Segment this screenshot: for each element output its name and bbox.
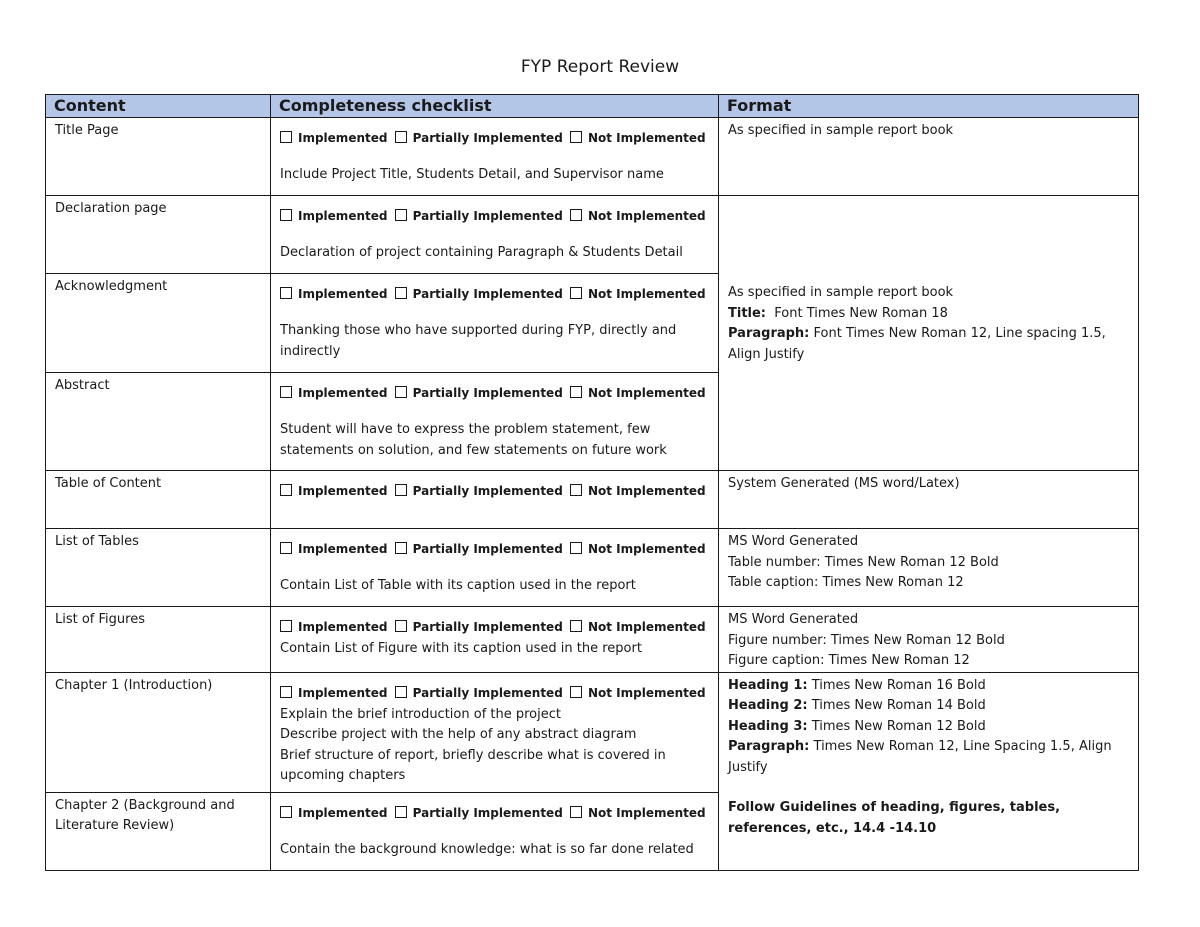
content-cell: Declaration page bbox=[46, 196, 271, 274]
table-row bbox=[46, 471, 1139, 529]
format-guidelines: Follow Guidelines of heading, figures, tables, references, etc., 14.4 -14.10 bbox=[728, 800, 1061, 836]
table-row bbox=[46, 672, 1139, 792]
format-cell bbox=[719, 118, 1139, 196]
status-options bbox=[280, 803, 712, 823]
checklist-cell bbox=[271, 373, 719, 471]
format-label: Paragraph: bbox=[728, 739, 810, 754]
option-label: Not Implemented bbox=[587, 209, 706, 223]
page-title: FYP Report Review bbox=[520, 57, 680, 77]
format-heading1-spec bbox=[728, 676, 1132, 697]
format-text: Table caption: Times New Roman 12 bbox=[728, 575, 964, 590]
checkbox-partial[interactable] bbox=[395, 686, 407, 698]
checkbox-not[interactable] bbox=[570, 806, 582, 818]
checklist-description: Student will have to express the problem statement, few statements on solution, and few statements on future work bbox=[280, 422, 667, 458]
format-cell bbox=[719, 471, 1139, 529]
checklist-cell bbox=[271, 196, 719, 274]
content-cell: List of Figures bbox=[46, 607, 271, 673]
format-label: Heading 1: bbox=[728, 677, 808, 693]
content-cell: Title Page bbox=[46, 118, 271, 196]
option-label: Implemented bbox=[298, 484, 388, 498]
checkbox-implemented[interactable] bbox=[280, 806, 292, 818]
option-label: Partially Implemented bbox=[412, 805, 563, 820]
option-label: Implemented bbox=[298, 131, 388, 145]
option-label: Not Implemented bbox=[587, 484, 706, 498]
option-label: Not Implemented bbox=[587, 620, 706, 634]
option-label: Partially Implemented bbox=[412, 542, 563, 556]
format-label: Heading 2: bbox=[728, 698, 808, 713]
status-options bbox=[280, 683, 712, 703]
status-options bbox=[280, 617, 712, 637]
header-row bbox=[46, 95, 1139, 118]
review-table bbox=[45, 94, 1139, 871]
checklist-description: Thanking those who have supported during FYP, directly and indirectly bbox=[280, 323, 677, 359]
table-row bbox=[46, 607, 1139, 673]
option-label: Implemented bbox=[298, 386, 388, 400]
option-label: Partially Implemented bbox=[412, 685, 563, 700]
option-label: Implemented bbox=[298, 542, 388, 556]
checkbox-not[interactable] bbox=[570, 131, 582, 143]
checkbox-not[interactable] bbox=[570, 686, 582, 698]
format-paragraph-spec bbox=[728, 737, 1132, 778]
format-value: Font Times New Roman 18 bbox=[766, 305, 948, 321]
checkbox-not[interactable] bbox=[570, 542, 582, 554]
option-label: Not Implemented bbox=[587, 131, 706, 145]
format-value: Times New Roman 12, Line Spacing 1.5, Align Justify bbox=[728, 739, 1112, 775]
status-options bbox=[280, 481, 712, 501]
checkbox-not[interactable] bbox=[570, 287, 582, 299]
format-cell bbox=[719, 672, 1139, 870]
checkbox-partial[interactable] bbox=[395, 806, 407, 818]
status-options bbox=[280, 284, 712, 304]
checkbox-partial[interactable] bbox=[395, 386, 407, 398]
format-text: MS Word Generated bbox=[728, 612, 859, 627]
format-value: Times New Roman 14 Bold bbox=[807, 698, 986, 713]
format-cell bbox=[719, 607, 1139, 673]
format-value: Font Times New Roman 12, Line spacing 1.5, Align Justify bbox=[728, 326, 1106, 362]
format-value: Times New Roman 12 Bold bbox=[807, 718, 986, 734]
format-heading3-spec bbox=[728, 717, 1132, 738]
checklist-description: Contain List of Table with its caption used in the report bbox=[280, 578, 636, 593]
status-options bbox=[280, 539, 712, 559]
checklist-description: Contain the background knowledge: what is so far done related bbox=[280, 841, 694, 857]
option-label: Implemented bbox=[298, 685, 388, 700]
option-label: Partially Implemented bbox=[412, 386, 563, 400]
format-text: Figure caption: Times New Roman 12 bbox=[728, 653, 970, 668]
header-checklist: Completeness checklist bbox=[271, 95, 719, 118]
status-options bbox=[280, 128, 712, 148]
checkbox-not[interactable] bbox=[570, 386, 582, 398]
format-cell bbox=[719, 529, 1139, 607]
option-label: Partially Implemented bbox=[412, 287, 563, 301]
format-text: As specified in sample report book bbox=[728, 285, 954, 300]
checklist-description: Brief structure of report, briefly describe what is covered in upcoming chapters bbox=[280, 747, 666, 783]
checkbox-implemented[interactable] bbox=[280, 484, 292, 496]
checklist-cell bbox=[271, 672, 719, 792]
checklist-description: Include Project Title, Students Detail, and Supervisor name bbox=[280, 167, 664, 182]
option-label: Not Implemented bbox=[587, 287, 706, 301]
format-value: Times New Roman 16 Bold bbox=[807, 677, 986, 693]
checkbox-partial[interactable] bbox=[395, 287, 407, 299]
option-label: Not Implemented bbox=[587, 685, 706, 700]
checkbox-partial[interactable] bbox=[395, 131, 407, 143]
checklist-cell bbox=[271, 529, 719, 607]
checkbox-partial[interactable] bbox=[395, 620, 407, 632]
table-row bbox=[46, 118, 1139, 196]
format-text: Table number: Times New Roman 12 Bold bbox=[728, 554, 999, 570]
content-cell: Acknowledgment bbox=[46, 274, 271, 373]
checklist-description: Explain the brief introduction of the project bbox=[280, 706, 561, 722]
format-label: Paragraph: bbox=[728, 326, 810, 341]
table-row bbox=[46, 196, 1139, 274]
format-text: As specified in sample report book bbox=[728, 123, 954, 138]
format-text: Figure number: Times New Roman 12 Bold bbox=[728, 632, 1005, 648]
table-row bbox=[46, 529, 1139, 607]
format-text: MS Word Generated bbox=[728, 534, 859, 549]
content-cell: Table of Content bbox=[46, 471, 271, 529]
option-label: Partially Implemented bbox=[412, 620, 563, 634]
checkbox-not[interactable] bbox=[570, 620, 582, 632]
checklist-description: Contain List of Figure with its caption used in the report bbox=[280, 641, 642, 656]
option-label: Implemented bbox=[298, 287, 388, 301]
status-options bbox=[280, 206, 712, 226]
format-title-spec bbox=[728, 304, 1132, 325]
checkbox-not[interactable] bbox=[570, 484, 582, 496]
option-label: Partially Implemented bbox=[412, 131, 563, 145]
checklist-cell bbox=[271, 274, 719, 373]
format-text: System Generated (MS word/Latex) bbox=[728, 476, 960, 491]
checkbox-partial[interactable] bbox=[395, 542, 407, 554]
checkbox-partial[interactable] bbox=[395, 484, 407, 496]
format-label: Heading 3: bbox=[728, 718, 808, 734]
format-paragraph-spec bbox=[728, 324, 1132, 365]
format-label: Title: bbox=[728, 305, 767, 321]
option-label: Partially Implemented bbox=[412, 209, 563, 223]
checklist-cell bbox=[271, 118, 719, 196]
checklist-description: Describe project with the help of any abstract diagram bbox=[280, 727, 637, 742]
checkbox-not[interactable] bbox=[570, 209, 582, 221]
checkbox-implemented[interactable] bbox=[280, 386, 292, 398]
checkbox-partial[interactable] bbox=[395, 209, 407, 221]
content-cell: Chapter 2 (Background and Literature Review) bbox=[46, 792, 271, 870]
header-format: Format bbox=[719, 95, 1139, 118]
option-label: Implemented bbox=[298, 805, 388, 820]
status-options bbox=[280, 383, 712, 403]
checklist-cell bbox=[271, 792, 719, 870]
header-content: Content bbox=[46, 95, 271, 118]
checkbox-implemented[interactable] bbox=[280, 686, 292, 698]
option-label: Implemented bbox=[298, 209, 388, 223]
format-heading2-spec bbox=[728, 696, 1132, 717]
content-cell: List of Tables bbox=[46, 529, 271, 607]
checkbox-implemented[interactable] bbox=[280, 287, 292, 299]
checklist-description: Declaration of project containing Paragraph & Students Detail bbox=[280, 245, 683, 260]
format-cell bbox=[719, 196, 1139, 471]
checklist-cell bbox=[271, 607, 719, 673]
option-label: Partially Implemented bbox=[412, 484, 563, 498]
option-label: Not Implemented bbox=[587, 805, 706, 820]
checkbox-implemented[interactable] bbox=[280, 542, 292, 554]
content-cell: Chapter 1 (Introduction) bbox=[46, 672, 271, 792]
option-label: Implemented bbox=[298, 620, 388, 634]
content-cell: Abstract bbox=[46, 373, 271, 471]
checkbox-implemented[interactable] bbox=[280, 620, 292, 632]
option-label: Not Implemented bbox=[587, 542, 706, 556]
option-label: Not Implemented bbox=[587, 386, 706, 400]
checkbox-implemented[interactable] bbox=[280, 209, 292, 221]
checklist-cell bbox=[271, 471, 719, 529]
checkbox-implemented[interactable] bbox=[280, 131, 292, 143]
